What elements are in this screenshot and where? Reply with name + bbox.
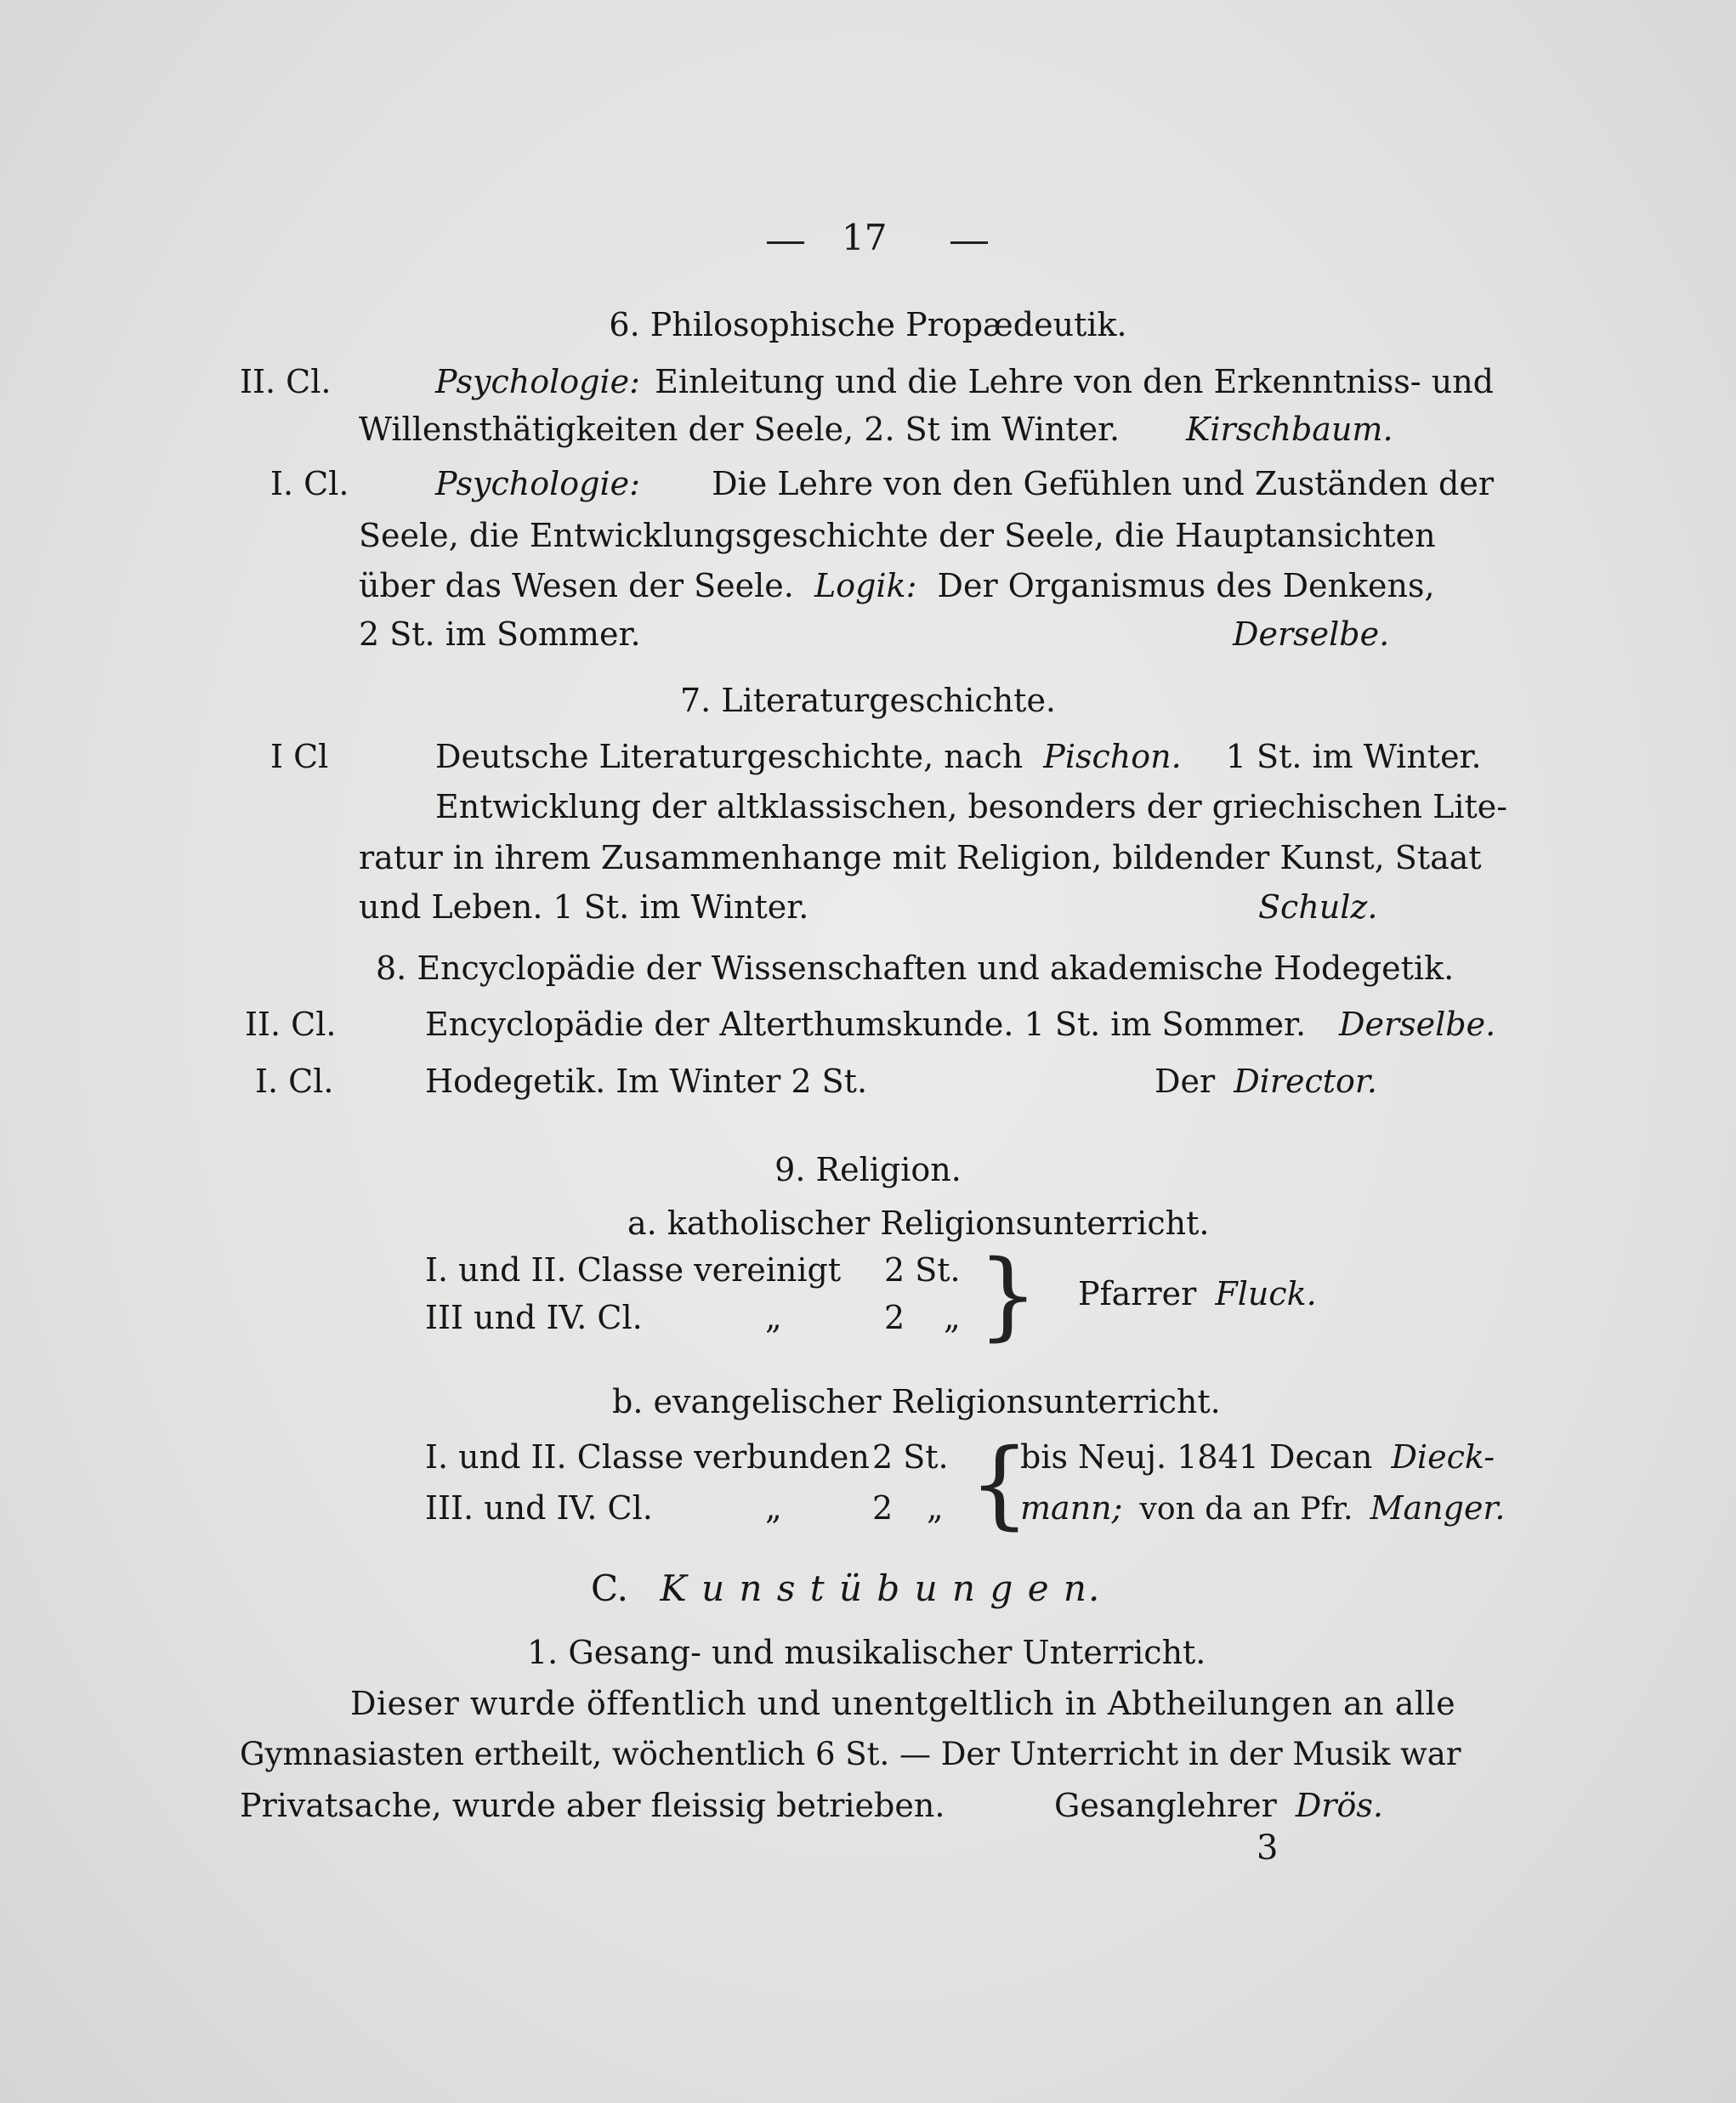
- s8-r1-class: II. Cl.: [245, 1006, 337, 1043]
- s7-r1d-teacher: Schulz.: [1258, 888, 1378, 926]
- s8-r1-text: Encyclopädie der Alterthumskunde. 1 St. im Sommer.: [425, 1006, 1307, 1043]
- signature-mark: 3: [1257, 1828, 1279, 1868]
- s9-a-teacher-prefix: Pfarrer: [1078, 1275, 1197, 1312]
- s6-r1b-teacher: Kirschbaum.: [1186, 411, 1393, 448]
- section-C-teacher: Drös.: [1295, 1787, 1383, 1824]
- s9-a1-classes: I. und II. Classe vereinigt: [425, 1251, 842, 1289]
- s9-a2-hours: 2: [884, 1299, 905, 1336]
- section-C-subheading: 1. Gesang- und musikalischer Unterricht.: [527, 1634, 1206, 1671]
- s6-r2c-line: [359, 565, 1435, 606]
- s9-b-note2-name2: Manger.: [1370, 1489, 1506, 1527]
- s8-r2-teacher-prefix: Der: [1154, 1063, 1216, 1100]
- s6-r2c-text2: Der Organismus des Denkens,: [937, 567, 1435, 604]
- section-C-teacher-prefix: Gesanglehrer: [1054, 1787, 1277, 1824]
- s8-r2-teacher: Director.: [1234, 1063, 1377, 1100]
- s6-r1-line: [435, 361, 1494, 402]
- section-C-teacher-line: [1054, 1785, 1383, 1826]
- s9-b-note2-mid: von da an Pfr.: [1139, 1492, 1353, 1527]
- s9-a2-classes: III und IV. Cl.: [425, 1299, 643, 1336]
- s9-b-note2: [1020, 1488, 1506, 1530]
- s9-a1-hours: 2 St.: [884, 1251, 961, 1289]
- s7-r1-hours: 1 St. im Winter.: [1225, 738, 1482, 775]
- s6-r2-line: [435, 463, 1494, 504]
- s6-r2-subject: Psychologie:: [435, 465, 640, 502]
- s9-b2-ditto2: „: [927, 1489, 944, 1527]
- s7-r1-name: Pischon.: [1043, 738, 1182, 775]
- s9-a-teacher-line: [1078, 1273, 1317, 1314]
- s9-b-note1-name: Dieck-: [1391, 1438, 1495, 1476]
- s9-b-note2-name: mann;: [1020, 1489, 1123, 1527]
- section-C-title: K u n s t ü b u n g e n.: [660, 1567, 1102, 1609]
- s9-a2-ditto: „: [765, 1299, 782, 1336]
- s7-r1-text: Deutsche Literaturgeschichte, nach: [435, 738, 1024, 775]
- s9-b1-classes: I. und II. Classe verbunden: [425, 1438, 870, 1476]
- s7-r1d-text: und Leben. 1 St. im Winter.: [359, 888, 809, 926]
- section-6-heading: 6. Philosophische Propædeutik.: [609, 306, 1127, 343]
- s7-r1-class: I Cl: [270, 738, 329, 775]
- s9-b-note1: [1020, 1437, 1495, 1477]
- section-C-prefix: C.: [591, 1567, 628, 1609]
- s6-r2d-teacher: Derselbe.: [1233, 615, 1390, 653]
- s6-r2c-text1: über das Wesen der Seele.: [359, 567, 794, 604]
- s6-r2-class: I. Cl.: [270, 465, 349, 502]
- s9-b-heading: b. evangelischer Religionsunterricht.: [612, 1383, 1221, 1420]
- s8-r1-teacher: Derselbe.: [1339, 1006, 1496, 1043]
- s6-r1b-text: Willensthätigkeiten der Seele, 2. St im Winter.: [359, 411, 1120, 448]
- s9-a-heading: a. katholischer Religionsunterricht.: [627, 1205, 1210, 1242]
- s7-r1c-text: ratur in ihrem Zusammenhange mit Religion, bildender Kunst, Staat: [359, 839, 1482, 876]
- section-C-para-1: Dieser wurde öffentlich und unentgeltlich in Abtheilungen an alle: [350, 1685, 1456, 1722]
- page-number: 17: [842, 217, 888, 258]
- section-8-heading: 8. Encyclopädie der Wissenschaften und akademische Hodegetik.: [376, 949, 1455, 987]
- s9-b-note1-prefix: bis Neuj. 1841 Decan: [1020, 1438, 1373, 1476]
- s9-a-brace: }: [978, 1240, 1039, 1351]
- s6-r1-text: Einleitung und die Lehre von den Erkenntniss- und: [655, 363, 1494, 400]
- s6-r1-subject: Psychologie:: [435, 363, 640, 400]
- s6-r1-class: II. Cl.: [240, 363, 332, 400]
- s6-r2d-text: 2 St. im Sommer.: [359, 615, 641, 653]
- s8-r2-text: Hodegetik. Im Winter 2 St.: [425, 1063, 868, 1100]
- s8-r2-class: I. Cl.: [255, 1063, 334, 1100]
- s9-b2-classes: III. und IV. Cl.: [425, 1489, 653, 1527]
- s7-r1b-text: Entwicklung der altklassischen, besonders der griechischen Lite-: [435, 788, 1508, 825]
- header-dash-left: [767, 241, 804, 244]
- s9-a-teacher: Fluck.: [1215, 1275, 1317, 1312]
- header-dash-right: [950, 241, 988, 244]
- s9-a2-ditto2: „: [944, 1299, 961, 1336]
- section-C-para-3: Privatsache, wurde aber fleissig betrieben.: [240, 1787, 945, 1824]
- section-9-heading: 9. Religion.: [774, 1151, 962, 1188]
- s6-r2-text: Die Lehre von den Gefühlen und Zuständen der: [712, 465, 1494, 502]
- s6-r2b-text: Seele, die Entwicklungsgeschichte der Seele, die Hauptansichten: [359, 517, 1436, 554]
- s6-r2c-subject: Logik:: [814, 567, 917, 604]
- s9-b-brace: {: [969, 1429, 1030, 1539]
- s9-b1-hours: 2 St.: [872, 1438, 949, 1476]
- section-7-heading: 7. Literaturgeschichte.: [679, 682, 1057, 719]
- s8-r2-teacher-line: [1154, 1061, 1377, 1102]
- s9-b2-hours: 2: [872, 1489, 894, 1527]
- section-C-heading: [591, 1568, 1101, 1609]
- s9-b2-ditto: „: [765, 1489, 782, 1527]
- s7-r1-line: [435, 736, 1482, 777]
- section-C-para-2: Gymnasiasten ertheilt, wöchentlich 6 St. — Der Unterricht in der Musik war: [240, 1736, 1461, 1772]
